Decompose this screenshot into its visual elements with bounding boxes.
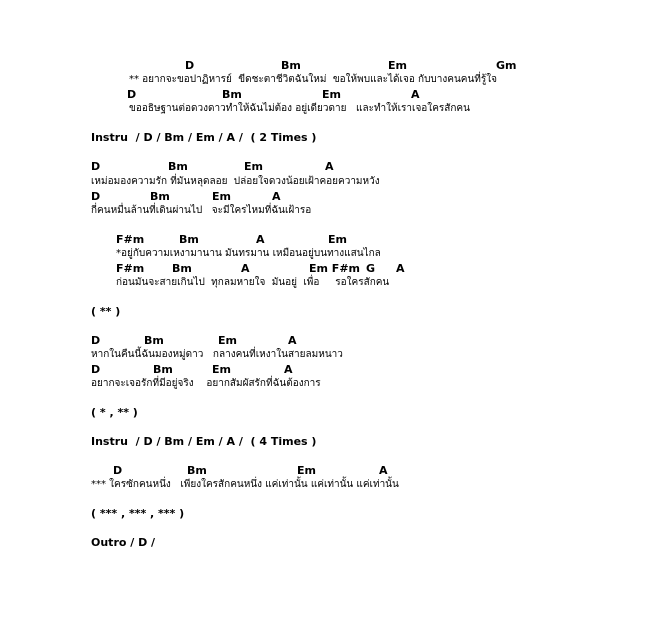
chord: Bm — [168, 160, 188, 173]
chord: Gm — [496, 59, 517, 72]
chord: D — [185, 59, 195, 72]
chord: Em F#m — [309, 262, 360, 275]
chord: Bm — [179, 233, 199, 246]
chord: A — [411, 88, 420, 101]
chord: A — [325, 160, 334, 173]
chord: A — [241, 262, 250, 275]
chord: A — [396, 262, 405, 275]
lyric-line: ก่อนมันจะสายเกินไป ทุกลมหายใจ มันอยู่ เพื่อ รอใครสักคน — [116, 277, 390, 288]
chord: Bm — [281, 59, 301, 72]
lyric-line: *** ใครซักคนหนึ่ง เพียงใครสักคนหนึ่ง แค่เท่านั้น แค่เท่านั้น แค่เท่านั้น — [91, 479, 399, 490]
chord: Bm — [172, 262, 192, 275]
chord: Em — [212, 363, 231, 376]
chord: A — [379, 464, 388, 477]
lyric-line: *อยู่กับความเหงามานาน มันทรมาน เหมือนอยู่บนทางแสนไกล — [116, 248, 381, 259]
chord: Em — [322, 88, 341, 101]
chord: D — [91, 190, 101, 203]
chord: D — [127, 88, 137, 101]
chord: Bm — [153, 363, 173, 376]
chord: D — [113, 464, 123, 477]
chord: Em — [218, 334, 237, 347]
repeat-marker: ( * , ** ) — [91, 406, 138, 419]
repeat-marker: ( ** ) — [91, 305, 121, 318]
chord: Em — [297, 464, 316, 477]
chord: D — [91, 160, 101, 173]
chord: A — [288, 334, 297, 347]
chord: A — [284, 363, 293, 376]
lyric-line: ขออธิษฐานต่อดวงดาวทำให้ฉันไม่ต้อง อยู่เดียวดาย และทำให้เราเจอใครสักคน — [129, 103, 470, 114]
chord: F#m — [116, 262, 145, 275]
lyric-line: กี่คนหมื่นล้านที่เดินผ่านไป จะมีใครไหมที่ฉันเฝ้ารอ — [91, 205, 312, 216]
chord: G — [366, 262, 376, 275]
chord: Em — [244, 160, 263, 173]
chord: Bm — [150, 190, 170, 203]
chord: A — [256, 233, 265, 246]
chord: A — [272, 190, 281, 203]
section-heading-outro: Outro / D / — [91, 536, 156, 549]
chord: Bm — [187, 464, 207, 477]
chord: F#m — [116, 233, 145, 246]
chord: Bm — [222, 88, 242, 101]
chord: Bm — [144, 334, 164, 347]
chord: D — [91, 363, 101, 376]
lyric-line: หากในคืนนี้ฉันมองหมู่ดาว กลางคนที่เหงาในสายลมหนาว — [91, 349, 343, 360]
section-heading-instru: Instru / D / Bm / Em / A / ( 4 Times ) — [91, 435, 317, 448]
repeat-marker: ( *** , *** , *** ) — [91, 507, 185, 520]
chord: Em — [388, 59, 407, 72]
section-heading-instru: Instru / D / Bm / Em / A / ( 2 Times ) — [91, 131, 317, 144]
lyric-line: อยากจะเจอรักที่มีอยู่จริง อยากสัมผัสรักที่ฉันต้องการ — [91, 378, 321, 389]
lyric-line: เหม่อมองความรัก ที่มันหลุดลอย ปล่อยใจดวงน้อยเฝ้าคอยความหวัง — [91, 176, 380, 187]
lyric-line: ** อยากจะขอปาฏิหารย์ ขีดชะตาชีวิตฉันใหม่ ขอให้พบและได้เจอ กับบางคนคนที่รู้ใจ — [129, 74, 498, 85]
chord: Em — [328, 233, 347, 246]
chord: D — [91, 334, 101, 347]
chord: Em — [212, 190, 231, 203]
